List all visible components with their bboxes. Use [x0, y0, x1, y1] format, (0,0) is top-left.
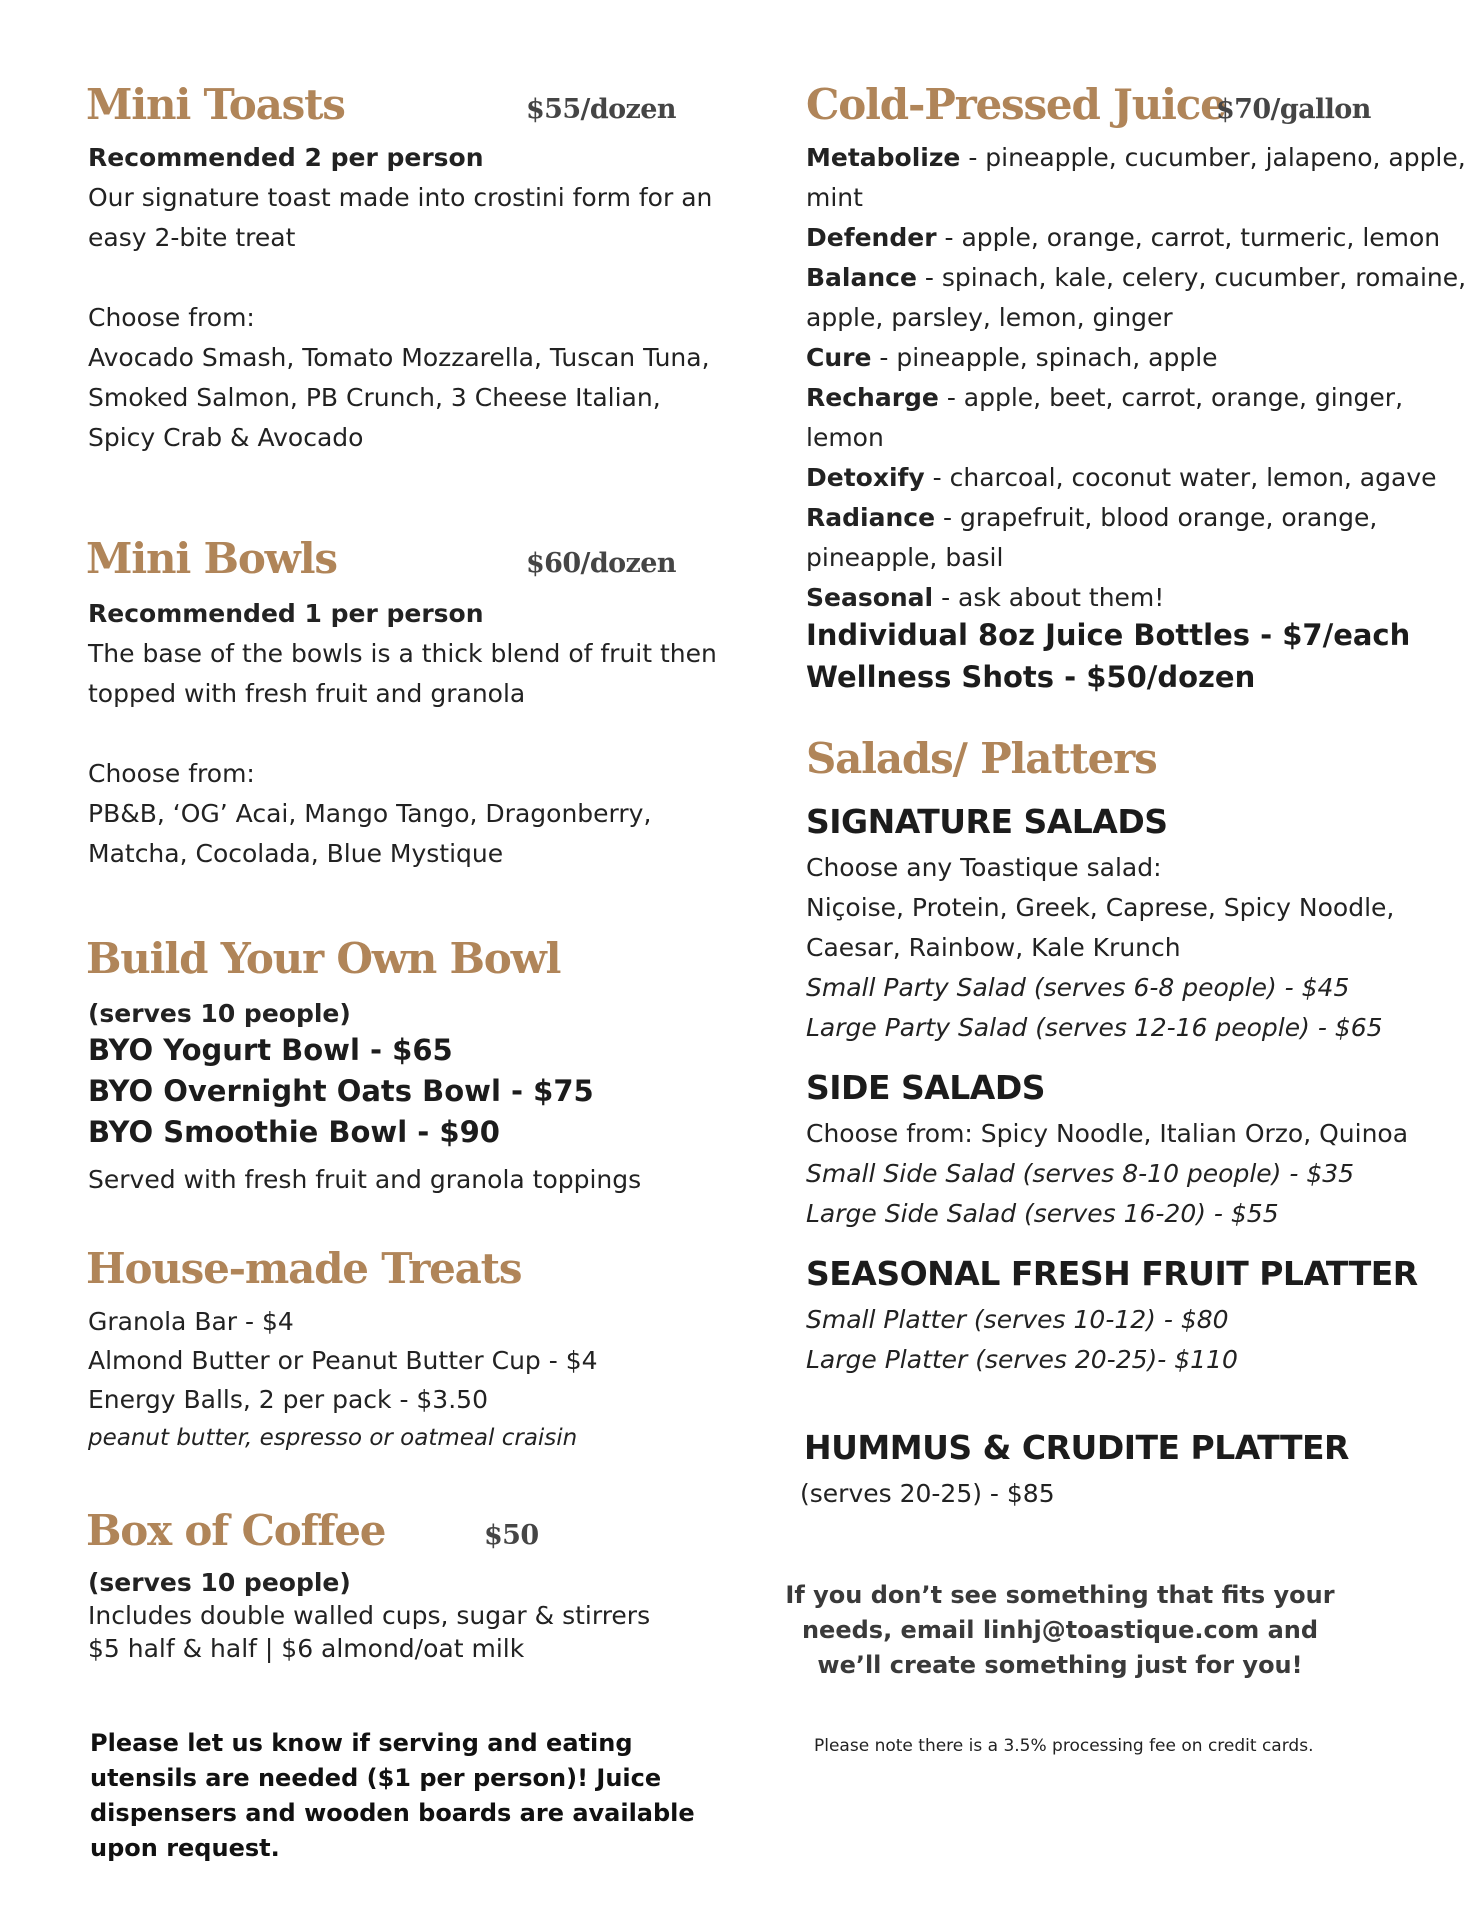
large-side-salad: Large Side Salad (serves 16-20) - $55 [806, 1199, 1279, 1228]
juice-extras [806, 614, 1410, 698]
coffee-addons: $5 half & half | $6 almond/oat milk [88, 1634, 525, 1663]
mini-toasts-desc-2: easy 2-bite treat [88, 223, 296, 252]
mini-toasts-options-3: Spicy Crab & Avocado [88, 423, 364, 452]
coffee-serves: (serves 10 people) [88, 1568, 351, 1597]
juice-flavor-cure: Cure - pineapple, spinach, apple [806, 343, 1218, 372]
utensils-note-line: Please let us know if serving and eating [90, 1729, 633, 1757]
side-salads-block [806, 1114, 1408, 1234]
mini-bowls-price: $60/dozen [526, 548, 676, 579]
mini-bowls-block [88, 594, 717, 874]
mini-bowls-desc-2: topped with fresh fruit and granola [88, 679, 526, 708]
treats-item: Granola Bar - $4 [88, 1307, 294, 1336]
signature-salads-intro: Choose any Toastique salad: [806, 853, 1162, 882]
mini-bowls-choose: Choose from: [88, 759, 255, 788]
mini-toasts-options-1: Avocado Smash, Tomato Mozzarella, Tuscan Tuna, [88, 343, 710, 372]
juice-bottles: Individual 8oz Juice Bottles - $7/each [806, 618, 1411, 652]
utensils-note-line: utensils are needed ($1 per person)! Juice [90, 1764, 662, 1792]
mini-bowls-desc-1: The base of the bowls is a thick blend of fruit then [88, 639, 717, 668]
juice-flavor-seasonal: Seasonal - ask about them! [806, 583, 1165, 612]
hummus-platter-heading: HUMMUS & CRUDITE PLATTER [804, 1428, 1349, 1467]
side-salads-choose: Choose from: Spicy Noodle, Italian Orzo, Quinoa [806, 1119, 1409, 1148]
mini-toasts-block [88, 138, 712, 458]
byo-serves: (serves 10 people) [88, 999, 351, 1028]
coffee-title: Box of Coffee [86, 1506, 386, 1555]
mini-toasts-price: $55/dozen [526, 94, 676, 125]
signature-salads-options: Caesar, Rainbow, Kale Krunch [806, 933, 1181, 962]
fruit-platter-heading: SEASONAL FRESH FRUIT PLATTER [806, 1254, 1418, 1293]
signature-salads-block [806, 848, 1394, 1048]
juice-title: Cold-Pressed Juice [806, 80, 1226, 129]
mini-bowls-options-2: Matcha, Cocolada, Blue Mystique [88, 839, 504, 868]
coffee-block [88, 1566, 650, 1665]
juice-price: $70/gallon [1216, 94, 1371, 125]
treats-block [88, 1302, 598, 1458]
mini-bowls-options-1: PB&B, ‘OG’ Acai, Mango Tango, Dragonberry, [88, 799, 652, 828]
byo-items [88, 1030, 594, 1153]
custom-request-note [760, 1578, 1360, 1683]
utensils-note [90, 1726, 695, 1866]
juice-flavor-metabolize: Metabolize - pineapple, cucumber, jalapeno, apple, [806, 143, 1466, 172]
small-fruit-platter: Small Platter (serves 10-12) - $80 [806, 1305, 1229, 1334]
juice-flavor-balance: Balance - spinach, kale, celery, cucumber, romaine, [806, 263, 1467, 292]
treats-item: Almond Butter or Peanut Butter Cup - $4 [88, 1346, 598, 1375]
mini-toasts-options-2: Smoked Salmon, PB Crunch, 3 Cheese Italian, [88, 383, 661, 412]
byo-oats-bowl: BYO Overnight Oats Bowl - $75 [88, 1074, 594, 1108]
signature-salads-options: Niçoise, Protein, Greek, Caprese, Spicy Noodle, [806, 893, 1395, 922]
juice-flavors: Metabolize - pineapple, cucumber, jalapeno, apple, mint Defender - apple, orange, carrot, turmeric, lemon Balance - spinach, kale, celery, cucumber, romaine, apple, parsley, lemon, ginger Cure - pineapple, spinach, apple Recharge - apple, beet, carrot, orange, ginger, lemon Detoxify - charcoal, coconut water, lemon, agave Radiance - grapefruit, blood orange, orange, pineapple, basil Seasonal - ask about them! [806, 138, 1466, 618]
mini-toasts-desc-1: Our signature toast made into crostini form for an [88, 183, 713, 212]
small-side-salad: Small Side Salad (serves 8-10 people) - $35 [806, 1159, 1355, 1188]
large-party-salad: Large Party Salad (serves 12-16 people) - $65 [806, 1013, 1383, 1042]
mini-bowls-title: Mini Bowls [86, 534, 337, 583]
coffee-includes: Includes double walled cups, sugar & stirrers [88, 1601, 651, 1630]
mini-bowls-recommended: Recommended 1 per person [88, 599, 484, 628]
coffee-price: $50 [484, 1520, 539, 1551]
salads-title: Salads/ Platters [806, 734, 1157, 783]
mini-toasts-choose: Choose from: [88, 303, 255, 332]
byo-yogurt-bowl: BYO Yogurt Bowl - $65 [88, 1033, 453, 1067]
custom-request-line: we’ll create something just for you! [817, 1651, 1303, 1679]
juice-flavor-detoxify: Detoxify - charcoal, coconut water, lemon, agave [806, 463, 1437, 492]
juice-flavor-defender: Defender - apple, orange, carrot, turmeric, lemon [806, 223, 1441, 252]
mini-toasts-title: Mini Toasts [86, 80, 345, 129]
large-fruit-platter: Large Platter (serves 20-25)- $110 [806, 1345, 1238, 1374]
juice-flavor-radiance: Radiance - grapefruit, blood orange, orange, [806, 503, 1378, 532]
utensils-note-line: dispensers and wooden boards are available [90, 1799, 695, 1827]
signature-salads-heading: SIGNATURE SALADS [806, 802, 1168, 841]
juice-flavor-recharge: Recharge - apple, beet, carrot, orange, ginger, [806, 383, 1404, 412]
byo-smoothie-bowl: BYO Smoothie Bowl - $90 [88, 1115, 500, 1149]
treats-flavors: peanut butter, espresso or oatmeal craisin [88, 1425, 578, 1451]
custom-request-line: needs, email linhj@toastique.com and [801, 1616, 1319, 1644]
hummus-platter-serves: (serves 20-25) - $85 [800, 1479, 1055, 1508]
custom-request-line: If you don’t see something that fits your [785, 1581, 1335, 1609]
treats-item: Energy Balls, 2 per pack - $3.50 [88, 1385, 488, 1414]
utensils-note-line: upon request. [90, 1834, 280, 1862]
processing-fee-note: Please note there is a 3.5% processing fee on credit cards. [814, 1736, 1314, 1756]
treats-title: House-made Treats [86, 1244, 522, 1293]
fruit-platter-block [806, 1300, 1238, 1380]
byo-title: Build Your Own Bowl [86, 934, 561, 983]
small-party-salad: Small Party Salad (serves 6-8 people) - $45 [806, 973, 1350, 1002]
mini-toasts-recommended: Recommended 2 per person [88, 143, 484, 172]
side-salads-heading: SIDE SALADS [806, 1068, 1046, 1107]
byo-footer: Served with fresh fruit and granola toppings [88, 1165, 642, 1194]
wellness-shots: Wellness Shots - $50/dozen [806, 660, 1256, 694]
